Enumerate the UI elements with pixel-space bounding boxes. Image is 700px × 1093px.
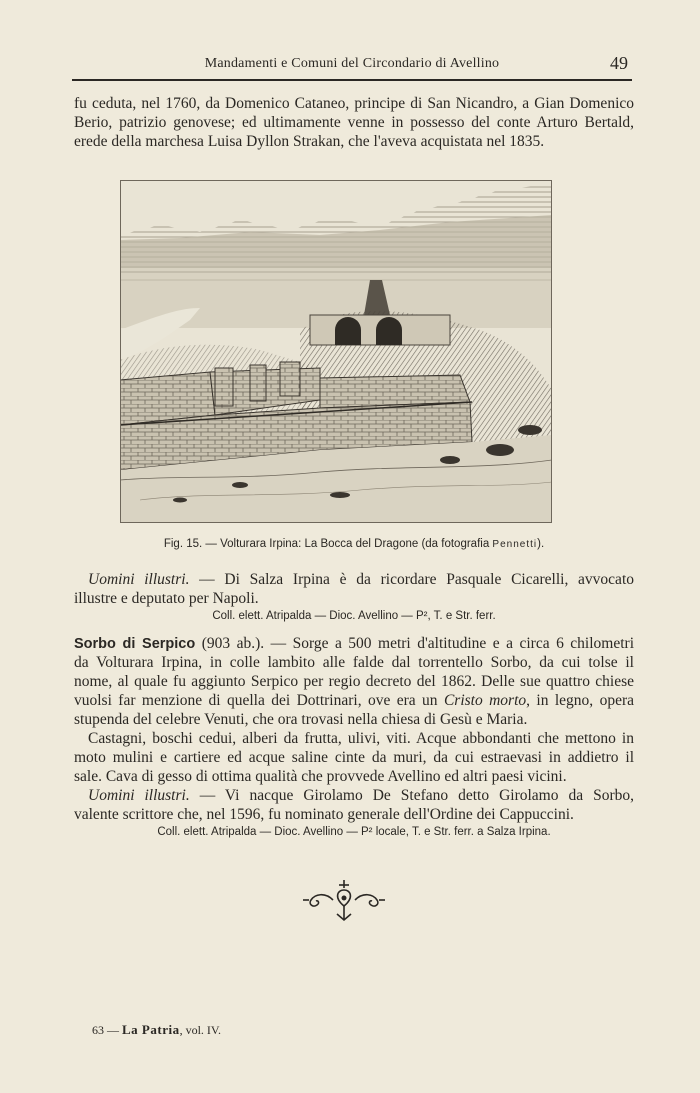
sorbo-p3-line-1-text: — Vi nacque Girolamo De Stefano detto Girolamo da Sorbo, [189,787,634,804]
caption-text: Fig. 15. — Volturara Irpina: La Bocca del Dragone (da fotografia [163,538,493,550]
uomini-illustri-heading-2: Uomini illustri. [88,787,190,804]
salza-line-1 [74,570,634,589]
footer-sheet: 63 — [92,1023,122,1037]
header-rule [72,79,632,81]
cristo-morto: Cristo morto [443,692,527,709]
sorbo-line-2: da Volturara Irpina, in colle lambito alle falde dal torrentello Sorbo, da cui tolse il [74,654,634,671]
running-header [72,52,632,80]
figure-caption [74,538,634,550]
sorbo-line-4-pre: vuolsi far menzione di quella dei Dottrinari, ove era un [74,692,444,709]
caption-suffix: ). [537,538,545,550]
footer-volume: , vol. IV. [179,1023,222,1037]
intro-line-3: erede della marchesa Luisa Dyllon Strakan, che l'aveva acquistata nel 1835. [74,133,545,150]
sorbo-line-1-text: (903 ab.). — Sorge a 500 metri d'altitudine e a circa 6 chilometri [195,635,634,652]
sorbo-p3-line-2: valente scrittore che, nel 1596, fu nominato generale dell'Ordine dei Cappuccini. [74,806,574,823]
sorbo-p2-line-2: moto mulini e cartiere ed acque saline cinte da muri, da cui estraevasi in addietro il [74,749,634,766]
sorbo-line-4 [74,691,634,710]
ornament-divider [299,876,389,926]
salza-line-1-text: — Di Salza Irpina è da ricordare Pasquale Cicarelli, avvocato [189,571,634,588]
salza-coll-note: Coll. elett. Atripalda — Dioc. Avellino — P², T. e Str. ferr. [212,610,496,622]
salza-line-2: illustre e deputato per Napoli. [74,590,259,607]
engraving-illustration [120,180,552,523]
intro-line-1: fu ceduta, nel 1760, da Domenico Cataneo, principe di San Nicandro, a Gian Domenico [74,95,634,112]
sorbo-line-4-post: , in legno, opera [526,692,634,709]
page-footer [92,1022,221,1038]
sorbo-line-3: nome, al quale fu aggiunto Serpico per regio decreto del 1862. Delle sue quattro chiese [74,673,634,690]
sorbo-p2-line-3: sale. Cava di gesso di ottima qualità che provvede Avellino ed altri paesi vicini. [74,768,567,785]
sorbo-p2-line-1: Castagni, boschi cedui, alberi da frutta, ulivi, viti. Acque abbondanti che mettono in [88,730,634,747]
caption-author: Pennetti [492,539,538,550]
engraving-figure [120,180,552,523]
running-title: Mandamenti e Comuni del Circondario di Avellino [204,56,500,71]
sorbo-line-5: stupenda del celebre Venuti, che ora trovasi nella chiesa di Gesù e Maria. [74,711,528,728]
fleuron-icon [299,876,389,926]
intro-line-2: Berio, patrizio genovese; ed ultimamente venne in possesso del conte Arturo Bertald, [74,114,634,131]
sorbo-p3-line-1 [74,786,634,805]
sorbo-coll-note: Coll. elett. Atripalda — Dioc. Avellino — P² locale, T. e Str. ferr. a Salza Irpina. [157,826,551,838]
uomini-illustri-heading: Uomini illustri. [88,571,190,588]
sorbo-line-1 [74,634,634,654]
sorbo-name: Sorbo di Serpico [74,636,196,652]
page-number: 49 [610,53,628,73]
footer-work-title: La Patria [122,1022,180,1037]
